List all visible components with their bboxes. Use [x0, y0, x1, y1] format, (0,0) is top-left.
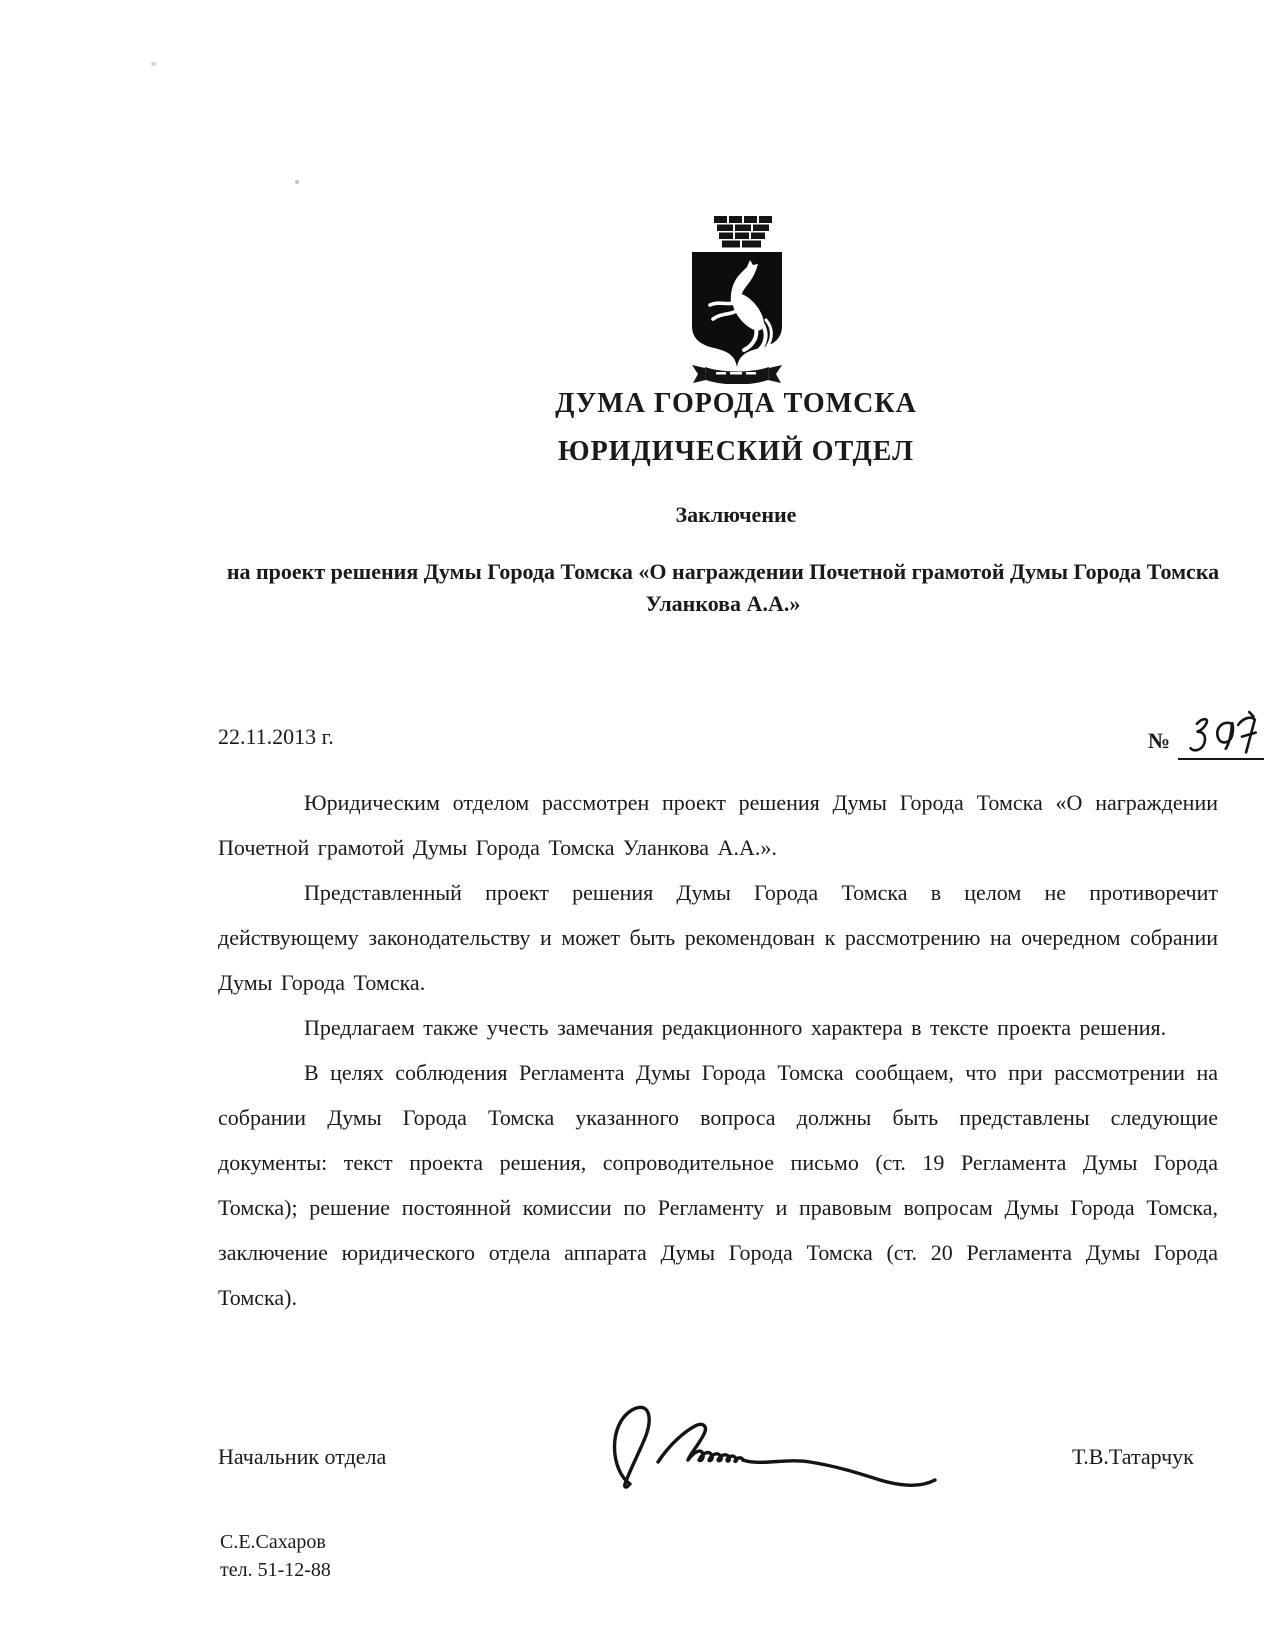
- mural-crown-icon: [714, 216, 772, 248]
- signer-name: Т.В.Татарчук: [1072, 1444, 1194, 1469]
- department-name: ЮРИДИЧЕСКИЙ ОТДЕЛ: [558, 436, 914, 467]
- paragraph: Представленный проект решения Думы Города Томска в целом не противоречит действующему законодательству и может быть рекомендован к рассмотрению на очередном собрании Думы Города Томска.: [218, 880, 1218, 995]
- paragraph: Юридическим отделом рассмотрен проект решения Думы Города Томска «О награждении Почетной грамотой Думы Города Томска Уланкова А.А.».: [218, 790, 1218, 860]
- scan-artifact: [295, 180, 299, 184]
- coat-of-arms: [690, 216, 784, 384]
- number-underline: [1178, 758, 1264, 760]
- document-date: 22.11.2013 г.: [218, 724, 334, 749]
- executor-name: С.Е.Сахаров: [220, 1531, 326, 1553]
- document-title: на проект решения Думы Города Томска «О награждении Почетной грамотой Думы Города Томска Уланкова А.А.»: [226, 559, 1220, 616]
- signature-scribble-icon: [600, 1396, 950, 1492]
- executor-block: [220, 1528, 331, 1584]
- signer-position: Начальник отдела: [218, 1444, 387, 1469]
- document-number: [1148, 724, 1268, 768]
- document-type-heading: Заключение: [675, 502, 797, 527]
- ribbon-icon: [692, 365, 782, 384]
- organization-name: ДУМА ГОРОДА ТОМСКА: [555, 388, 917, 419]
- scan-artifact: [151, 62, 156, 66]
- paragraph: Предлагаем также учесть замечания редакционного характера в тексте проекта решения.: [304, 1015, 1167, 1040]
- paragraph: В целях соблюдения Регламента Думы Города Томска сообщаем, что при рассмотрении на собрании Думы Города Томска указанного вопроса должны быть представлены следующие документы: текст проекта решения, сопроводительное письмо (ст. 19 Регламента Думы Города Томска); решение постоянной комиссии по Регламенту и правовым вопросам Думы Города Томска, заключение юридического отдела аппарата Думы Города Томска (ст. 20 Регламента Думы Города Томска).: [218, 1060, 1218, 1310]
- executor-phone: тел. 51-12-88: [220, 1559, 331, 1581]
- shield-icon: [692, 252, 782, 367]
- letter-body: [218, 780, 1218, 1320]
- tomsk-emblem-icon: [690, 216, 784, 384]
- number-sign: №: [1148, 728, 1171, 753]
